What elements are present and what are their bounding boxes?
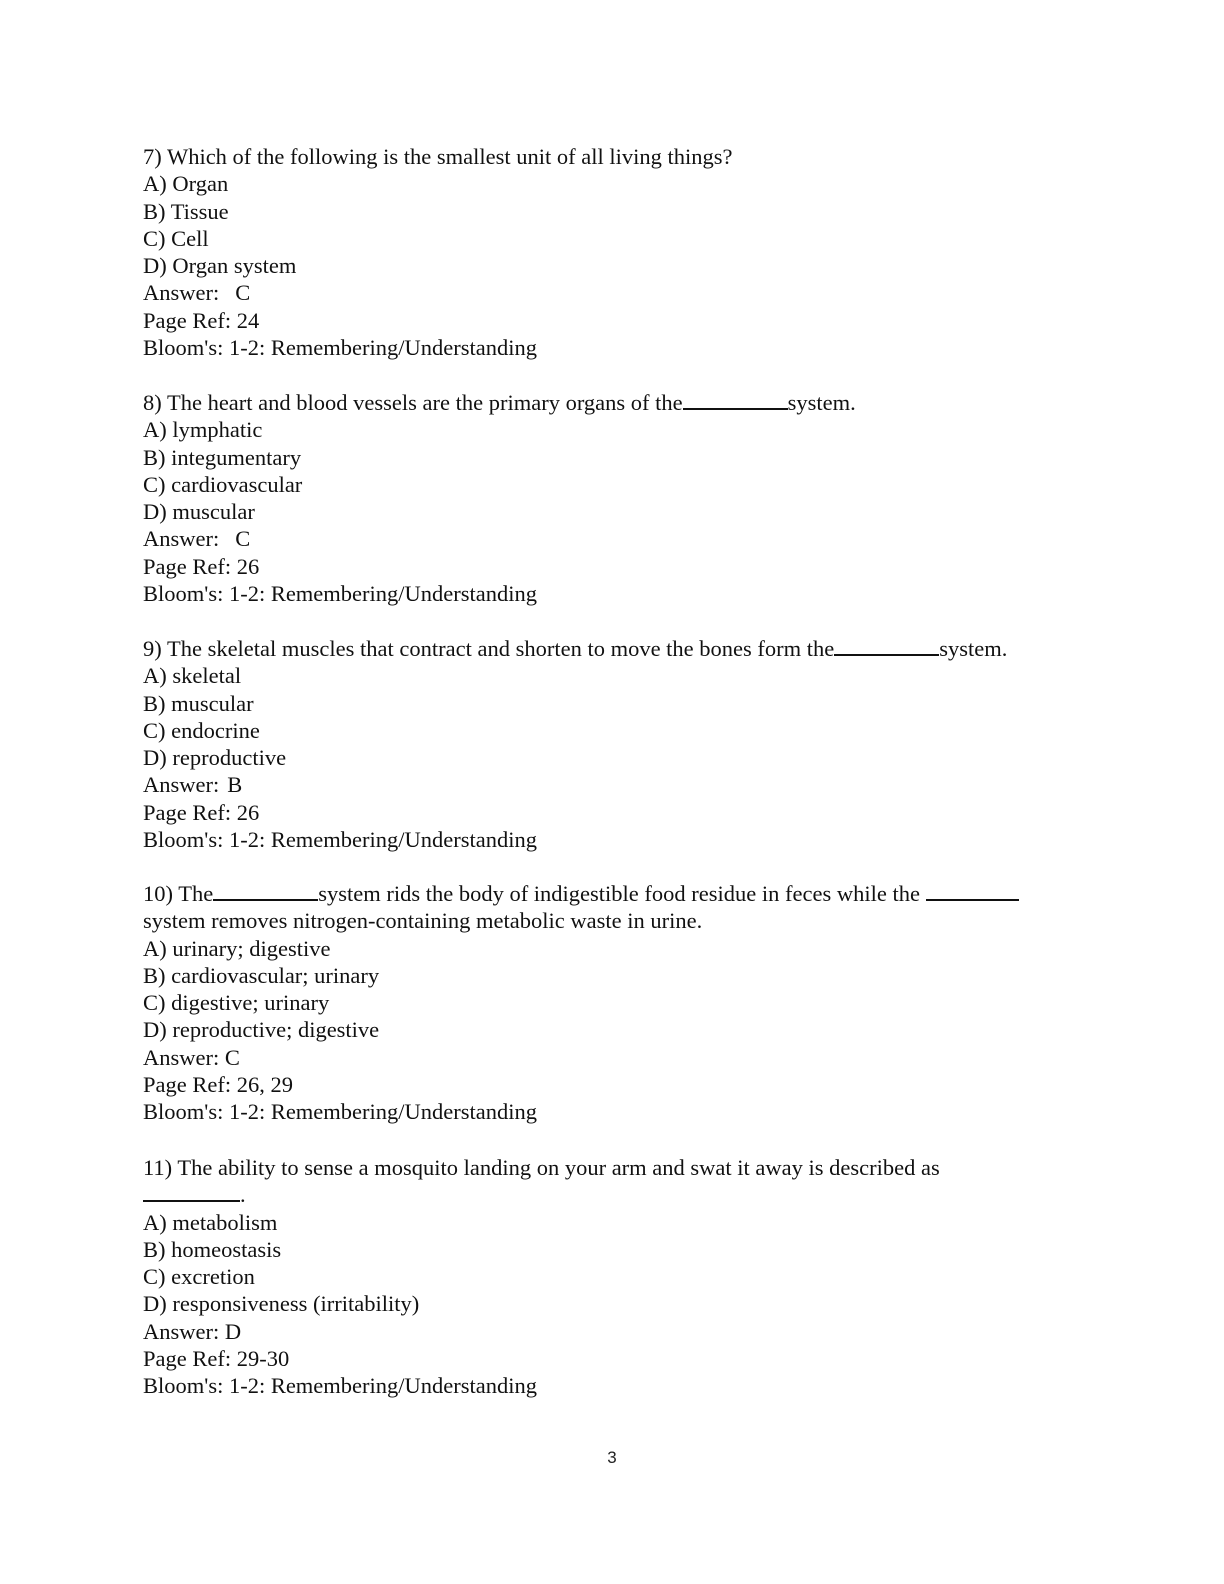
option-b: B) Tissue bbox=[143, 198, 229, 224]
answer-line bbox=[143, 1318, 1103, 1345]
blooms-level: Bloom's: 1-2: Remembering/Understanding bbox=[143, 335, 538, 361]
page-ref: Page Ref: 24 bbox=[143, 307, 260, 333]
stem-text: 8) The heart and blood vessels are the primary organs of the bbox=[143, 390, 683, 415]
answer-blank bbox=[683, 390, 788, 410]
answer-blank-2 bbox=[926, 881, 1019, 901]
answer-label: Answer: bbox=[143, 1318, 220, 1344]
option-c: C) Cell bbox=[143, 225, 209, 251]
blooms-level: Bloom's: 1-2: Remembering/Understanding bbox=[143, 581, 538, 607]
answer-label: Answer: bbox=[143, 526, 220, 552]
answer-value: C bbox=[235, 280, 251, 306]
answer-label: Answer: bbox=[143, 1044, 220, 1070]
question-stem bbox=[143, 389, 1103, 416]
question-stem-line-2 bbox=[143, 1181, 1103, 1208]
option-b: B) homeostasis bbox=[143, 1236, 282, 1262]
option-d: D) reproductive bbox=[143, 745, 287, 771]
stem-text: 11) The ability to sense a mosquito landing on your arm and swat it away is described as bbox=[143, 1155, 940, 1180]
page-ref: Page Ref: 26, 29 bbox=[143, 1072, 293, 1098]
page-number: 3 bbox=[607, 1448, 617, 1467]
option-d: D) Organ system bbox=[143, 253, 297, 279]
question-stem-line-2: system removes nitrogen-containing metabolic waste in urine. bbox=[143, 908, 703, 934]
blooms-level: Bloom's: 1-2: Remembering/Understanding bbox=[143, 1373, 538, 1399]
answer-value: C bbox=[224, 1044, 240, 1070]
option-a: A) skeletal bbox=[143, 663, 242, 689]
page-ref: Page Ref: 29-30 bbox=[143, 1346, 290, 1372]
question-9 bbox=[143, 635, 1103, 853]
question-stem bbox=[143, 880, 1103, 907]
option-d: D) muscular bbox=[143, 499, 255, 525]
question-stem bbox=[143, 143, 1103, 170]
answer-blank bbox=[143, 1182, 240, 1202]
stem-text-end: system. bbox=[939, 636, 1008, 661]
option-c: C) excretion bbox=[143, 1264, 255, 1290]
stem-text: 10) The bbox=[143, 881, 214, 906]
page-ref: Page Ref: 26 bbox=[143, 799, 260, 825]
answer-value: D bbox=[224, 1318, 242, 1344]
option-b: B) cardiovascular; urinary bbox=[143, 962, 380, 988]
option-a: A) lymphatic bbox=[143, 417, 263, 443]
answer-blank bbox=[834, 636, 939, 656]
option-c: C) digestive; urinary bbox=[143, 990, 330, 1016]
option-b: B) muscular bbox=[143, 690, 254, 716]
question-stem bbox=[143, 1154, 1103, 1181]
stem-text-end: system. bbox=[787, 390, 856, 415]
option-a: A) urinary; digestive bbox=[143, 935, 331, 961]
answer-line bbox=[143, 525, 1103, 552]
option-a: A) Organ bbox=[143, 171, 229, 197]
answer-line bbox=[143, 771, 1103, 798]
option-d: D) responsiveness (irritability) bbox=[143, 1291, 420, 1317]
option-c: C) cardiovascular bbox=[143, 471, 303, 497]
answer-label: Answer: bbox=[143, 280, 220, 306]
question-8 bbox=[143, 389, 1103, 607]
stem-text: 9) The skeletal muscles that contract and shorten to move the bones form the bbox=[143, 636, 835, 661]
answer-value: C bbox=[235, 526, 251, 552]
answer-line bbox=[143, 1044, 1103, 1071]
answer-line bbox=[143, 279, 1103, 306]
blooms-level: Bloom's: 1-2: Remembering/Understanding bbox=[143, 827, 538, 853]
page-ref: Page Ref: 26 bbox=[143, 553, 260, 579]
question-7 bbox=[143, 143, 1103, 361]
option-c: C) endocrine bbox=[143, 717, 260, 743]
question-11 bbox=[143, 1154, 1103, 1400]
question-stem bbox=[143, 635, 1103, 662]
answer-value: B bbox=[227, 772, 243, 798]
option-d: D) reproductive; digestive bbox=[143, 1017, 380, 1043]
option-b: B) integumentary bbox=[143, 444, 302, 470]
question-10 bbox=[143, 880, 1103, 1126]
option-a: A) metabolism bbox=[143, 1209, 278, 1235]
answer-label: Answer: bbox=[143, 772, 220, 798]
stem-text-end: . bbox=[240, 1182, 246, 1208]
blooms-level: Bloom's: 1-2: Remembering/Understanding bbox=[143, 1099, 538, 1125]
stem-text: 7) Which of the following is the smallest unit of all living things? bbox=[143, 144, 733, 169]
stem-text-middle: system rids the body of indigestible food residue in feces while the bbox=[318, 881, 926, 906]
answer-blank bbox=[213, 881, 318, 901]
